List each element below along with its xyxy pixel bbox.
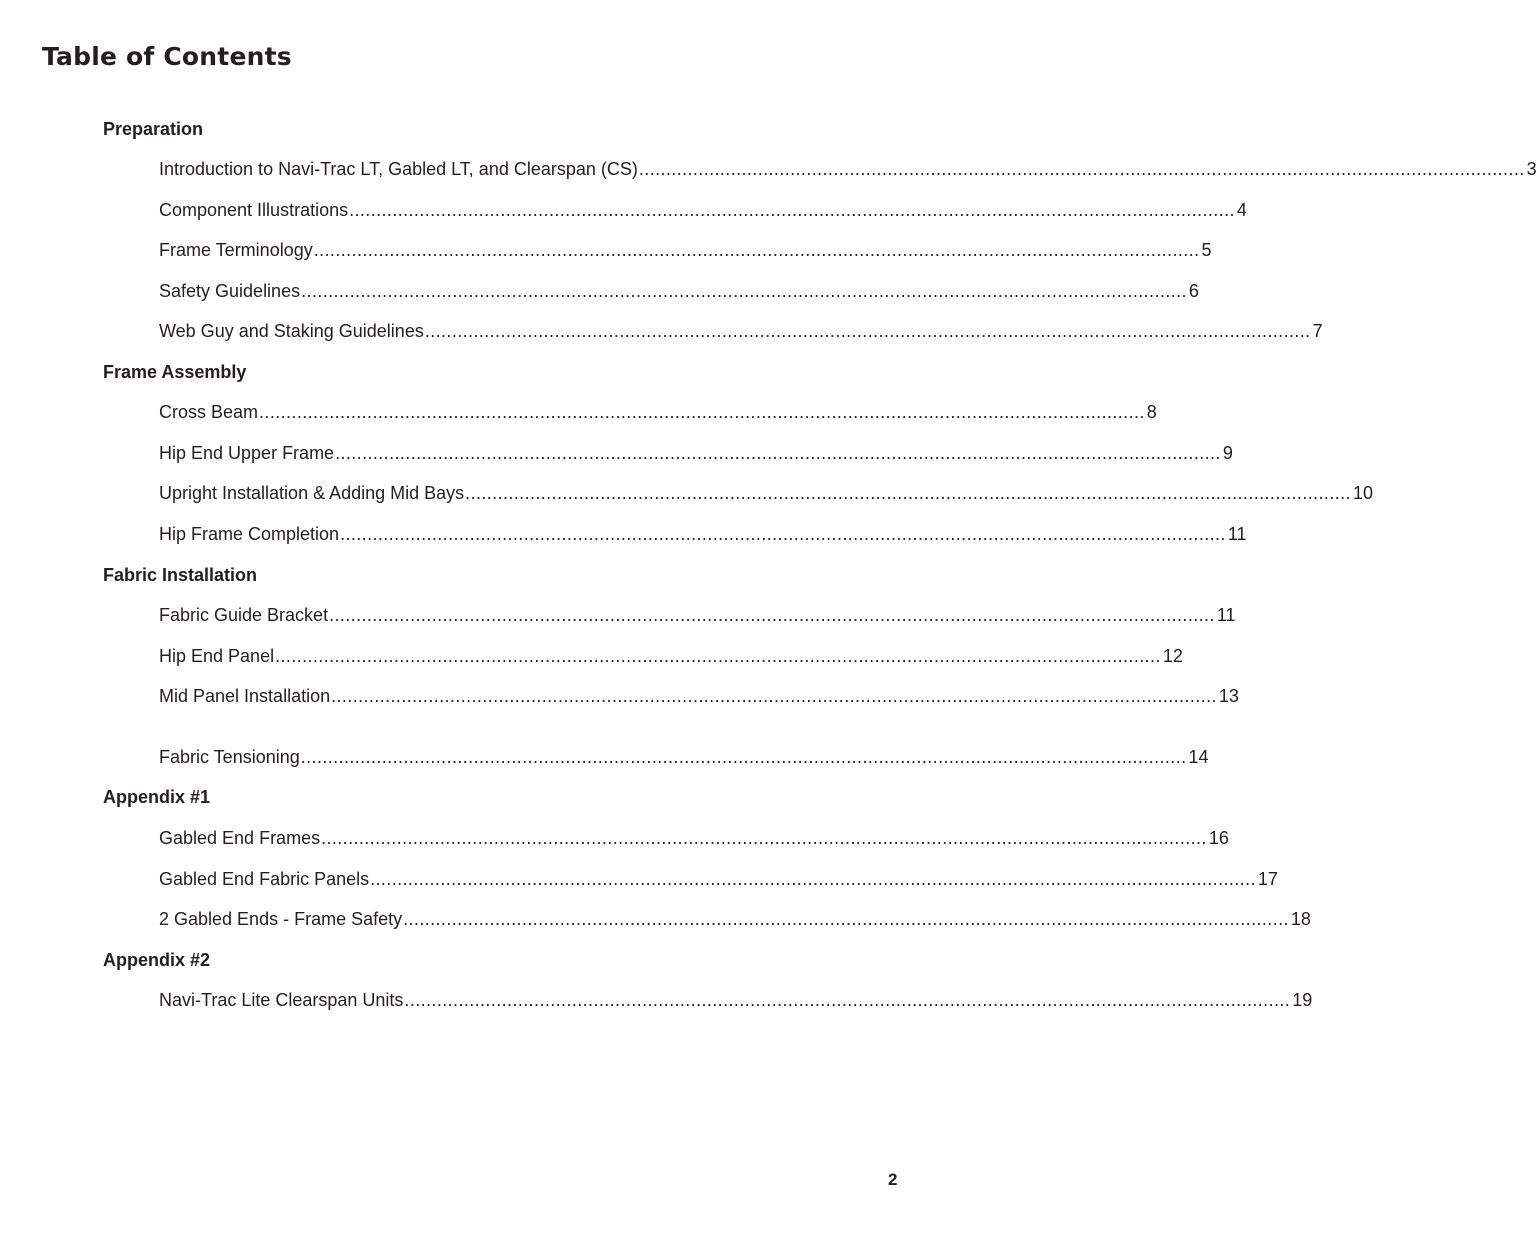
toc-entry-label: Navi-Trac Lite Clearspan Units: [159, 990, 404, 1010]
toc-entry-label: Hip End Upper Frame: [159, 443, 335, 463]
toc-entry-label: Hip End Panel: [159, 646, 275, 666]
dot-leader: ....................................................................................................................................................................: [404, 990, 1291, 1010]
section-heading-preparation: Preparation: [103, 119, 204, 139]
toc-entry-page: 18: [1290, 909, 1311, 929]
toc-entry-gabled-ends-frame-safety[interactable]: [159, 907, 1311, 931]
toc-entry-label: Mid Panel Installation: [159, 686, 331, 706]
dot-leader: ....................................................................................................................................................................: [259, 402, 1145, 422]
dot-leader: ....................................................................................................................................................................: [340, 524, 1226, 544]
toc-entry-page: 11: [1227, 524, 1247, 544]
toc-entry-label: Hip Frame Completion: [159, 524, 340, 544]
toc-entry-label: Safety Guidelines: [159, 281, 301, 301]
toc-entry-introduction[interactable]: [159, 157, 1537, 181]
dot-leader: ....................................................................................................................................................................: [465, 483, 1351, 503]
toc-entry-mid-panel-installation[interactable]: [159, 684, 1239, 708]
dot-leader: ....................................................................................................................................................................: [335, 443, 1221, 463]
toc-entry-component-illustrations[interactable]: [159, 198, 1247, 222]
dot-leader: ....................................................................................................................................................................: [321, 828, 1207, 848]
toc-entry-cross-beam[interactable]: [159, 400, 1157, 424]
toc-entry-upright-installation[interactable]: [159, 481, 1373, 505]
toc-entry-fabric-tensioning[interactable]: [159, 745, 1209, 769]
toc-entry-web-guy-staking[interactable]: [159, 319, 1323, 343]
toc-entry-label: Frame Terminology: [159, 240, 313, 260]
toc-entry-page: 10: [1352, 483, 1373, 503]
toc-entry-page: 3: [1526, 159, 1537, 179]
toc-entry-label: Web Guy and Staking Guidelines: [159, 321, 424, 341]
dot-leader: ....................................................................................................................................................................: [403, 909, 1289, 929]
toc-entry-clearspan-units[interactable]: [159, 988, 1313, 1012]
toc-entry-page: 7: [1312, 321, 1323, 341]
toc-entry-label: Cross Beam: [159, 402, 259, 422]
toc-entry-page: 12: [1162, 646, 1183, 666]
toc-entry-hip-end-panel[interactable]: [159, 644, 1183, 668]
toc-entry-page: 8: [1146, 402, 1157, 422]
dot-leader: ....................................................................................................................................................................: [370, 869, 1256, 889]
dot-leader: ....................................................................................................................................................................: [275, 646, 1161, 666]
toc-entry-hip-end-upper-frame[interactable]: [159, 441, 1233, 465]
toc-entry-page: 13: [1218, 686, 1239, 706]
toc-entry-frame-terminology[interactable]: [159, 238, 1212, 262]
toc-entry-page: 16: [1208, 828, 1229, 848]
toc-entry-gabled-end-frames[interactable]: [159, 826, 1229, 850]
toc-entry-label: Fabric Guide Bracket: [159, 605, 329, 625]
toc-entry-page: 14: [1188, 747, 1209, 767]
dot-leader: ....................................................................................................................................................................: [424, 321, 1311, 341]
toc-entry-page: 11: [1216, 605, 1236, 625]
toc-entry-page: 19: [1292, 990, 1313, 1010]
dot-leader: ....................................................................................................................................................................: [349, 200, 1235, 220]
page-number: 2: [888, 1170, 898, 1189]
toc-entry-page: 5: [1201, 240, 1212, 260]
toc-entry-page: 4: [1236, 200, 1247, 220]
toc-entry-label: Fabric Tensioning: [159, 747, 300, 767]
dot-leader: ....................................................................................................................................................................: [300, 747, 1187, 767]
section-heading-appendix-1: Appendix #1: [103, 787, 211, 807]
toc-entry-page: 17: [1257, 869, 1278, 889]
section-heading-frame-assembly: Frame Assembly: [103, 362, 247, 382]
section-heading-fabric-installation: Fabric Installation: [103, 565, 258, 585]
toc-entry-gabled-end-fabric-panels[interactable]: [159, 867, 1278, 891]
dot-leader: ....................................................................................................................................................................: [313, 240, 1200, 260]
section-heading-appendix-2: Appendix #2: [103, 950, 211, 970]
dot-leader: ....................................................................................................................................................................: [329, 605, 1215, 625]
toc-entry-page: 9: [1222, 443, 1233, 463]
toc-entry-label: Gabled End Fabric Panels: [159, 869, 370, 889]
toc-entry-fabric-guide-bracket[interactable]: [159, 603, 1236, 627]
dot-leader: ....................................................................................................................................................................: [331, 686, 1217, 706]
page-title: Table of Contents: [42, 42, 292, 71]
toc-entry-label: 2 Gabled Ends - Frame Safety: [159, 909, 403, 929]
dot-leader: ....................................................................................................................................................................: [638, 159, 1525, 179]
toc-entry-label: Component Illustrations: [159, 200, 349, 220]
toc-entry-page: 6: [1188, 281, 1199, 301]
toc-entry-label: Gabled End Frames: [159, 828, 321, 848]
toc-entry-label: Introduction to Navi-Trac LT, Gabled LT, and Clearspan (CS): [159, 159, 638, 179]
toc-entry-safety-guidelines[interactable]: [159, 279, 1199, 303]
toc-entry-label: Upright Installation & Adding Mid Bays: [159, 483, 465, 503]
toc-entry-hip-frame-completion[interactable]: [159, 522, 1247, 546]
dot-leader: ....................................................................................................................................................................: [301, 281, 1187, 301]
